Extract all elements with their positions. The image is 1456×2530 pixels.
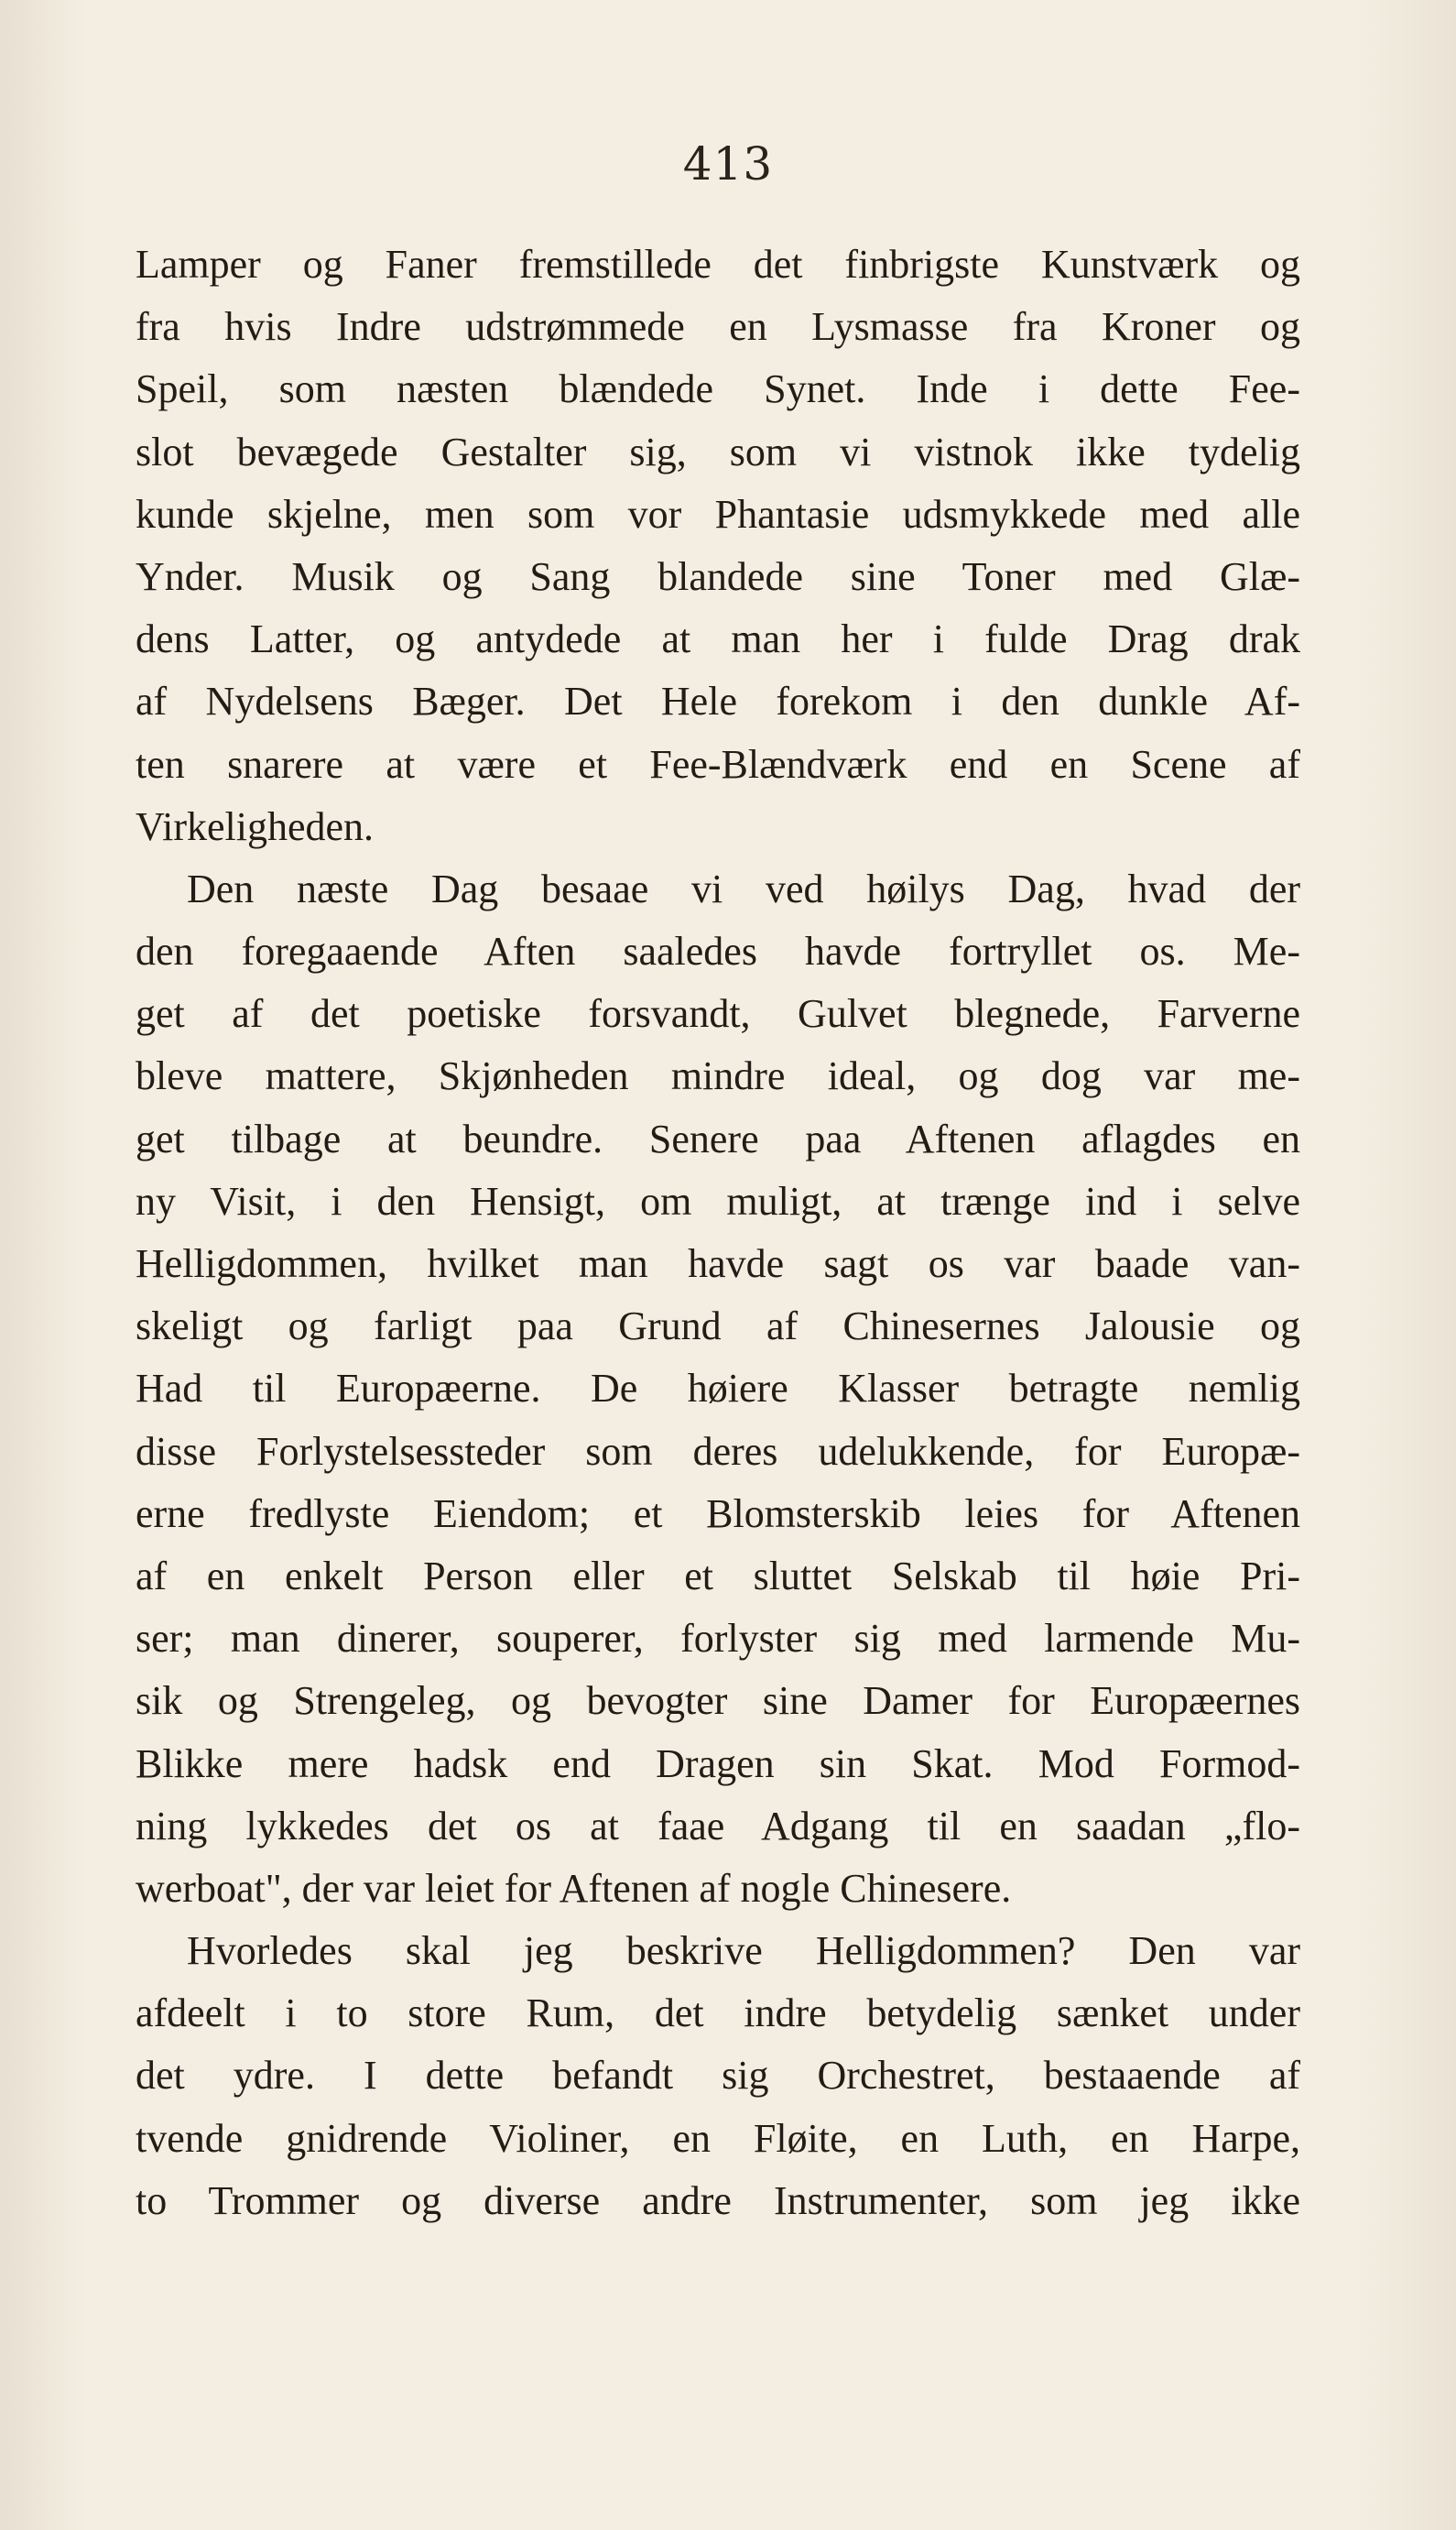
- text-line: ning lykkedes det os at faae Adgang til en saadan „flo-: [136, 1803, 1300, 1848]
- text-line: disse Forlystelsessteder som deres udelukkende, for Europæ-: [136, 1428, 1300, 1474]
- text-line: den foregaaende Aften saaledes havde fortryllet os. Me-: [136, 929, 1300, 975]
- text-line: to Trommer og diverse andre Instrumenter, som jeg ikke: [136, 2177, 1300, 2223]
- text-line: ny Visit, i den Hensigt, om muligt, at trænge ind i selve: [136, 1178, 1300, 1224]
- text-line: det ydre. I dette befandt sig Orchestret, bestaaende af: [136, 2053, 1300, 2099]
- text-line: af Nydelsens Bæger. Det Hele forekom i den dunkle Af-: [136, 679, 1300, 725]
- text-line: afdeelt i to store Rum, det indre betydelig sænket under: [136, 1990, 1300, 2036]
- page-number: 413: [682, 137, 774, 191]
- text-line: kunde skjelne, men som vor Phantasie udsmykkede med alle: [136, 491, 1300, 537]
- text-line: sik og Strengeleg, og bevogter sine Damer for Europæernes: [136, 1678, 1300, 1724]
- text-line: tvende gnidrende Violiner, en Fløite, en Luth, en Harpe,: [136, 2115, 1300, 2161]
- text-line: Had til Europæerne. De høiere Klasser betragte nemlig: [136, 1366, 1300, 1412]
- text-line: slot bevægede Gestalter sig, som vi vistnok ikke tydelig: [136, 429, 1300, 474]
- text-line: fra hvis Indre udstrømmede en Lysmasse fra Kroner og: [136, 304, 1300, 350]
- body-text: [136, 234, 1300, 2232]
- text-line: dens Latter, og antydede at man her i fulde Drag drak: [136, 616, 1300, 662]
- text-line: Hvorledes skal jeg beskrive Helligdommen? Den var: [187, 1928, 1300, 1974]
- text-line: Speil, som næsten blændede Synet. Inde i dette Fee-: [136, 366, 1300, 412]
- text-line: skeligt og farligt paa Grund af Chinesernes Jalousie og: [136, 1303, 1300, 1349]
- text-line: af en enkelt Person eller et sluttet Selskab til høie Pri-: [136, 1553, 1300, 1598]
- text-line: ser; man dinerer, souperer, forlyster sig med larmende Mu-: [136, 1616, 1300, 1662]
- text-line: bleve mattere, Skjønheden mindre ideal, og dog var me-: [136, 1053, 1300, 1099]
- text-line: Virkeligheden.: [136, 803, 375, 849]
- text-line: Ynder. Musik og Sang blandede sine Toner med Glæ-: [136, 553, 1300, 599]
- text-line: Blikke mere hadsk end Dragen sin Skat. Mod Formod-: [136, 1740, 1300, 1786]
- text-line: Den næste Dag besaae vi ved høilys Dag, hvad der: [187, 866, 1300, 911]
- text-line: werboat", der var leiet for Aftenen af nogle Chinesere.: [136, 1865, 1012, 1911]
- text-line: Helligdommen, hvilket man havde sagt os var baade van-: [136, 1241, 1300, 1286]
- text-line: get tilbage at beundre. Senere paa Aftenen aflagdes en: [136, 1116, 1300, 1161]
- text-line: erne fredlyste Eiendom; et Blomsterskib leies for Aftenen: [136, 1490, 1300, 1536]
- text-line: get af det poetiske forsvandt, Gulvet blegnede, Farverne: [136, 991, 1300, 1037]
- text-line: Lamper og Faner fremstillede det finbrigste Kunstværk og: [136, 242, 1300, 287]
- text-line: ten snarere at være et Fee-Blændværk end en Scene af: [136, 741, 1300, 787]
